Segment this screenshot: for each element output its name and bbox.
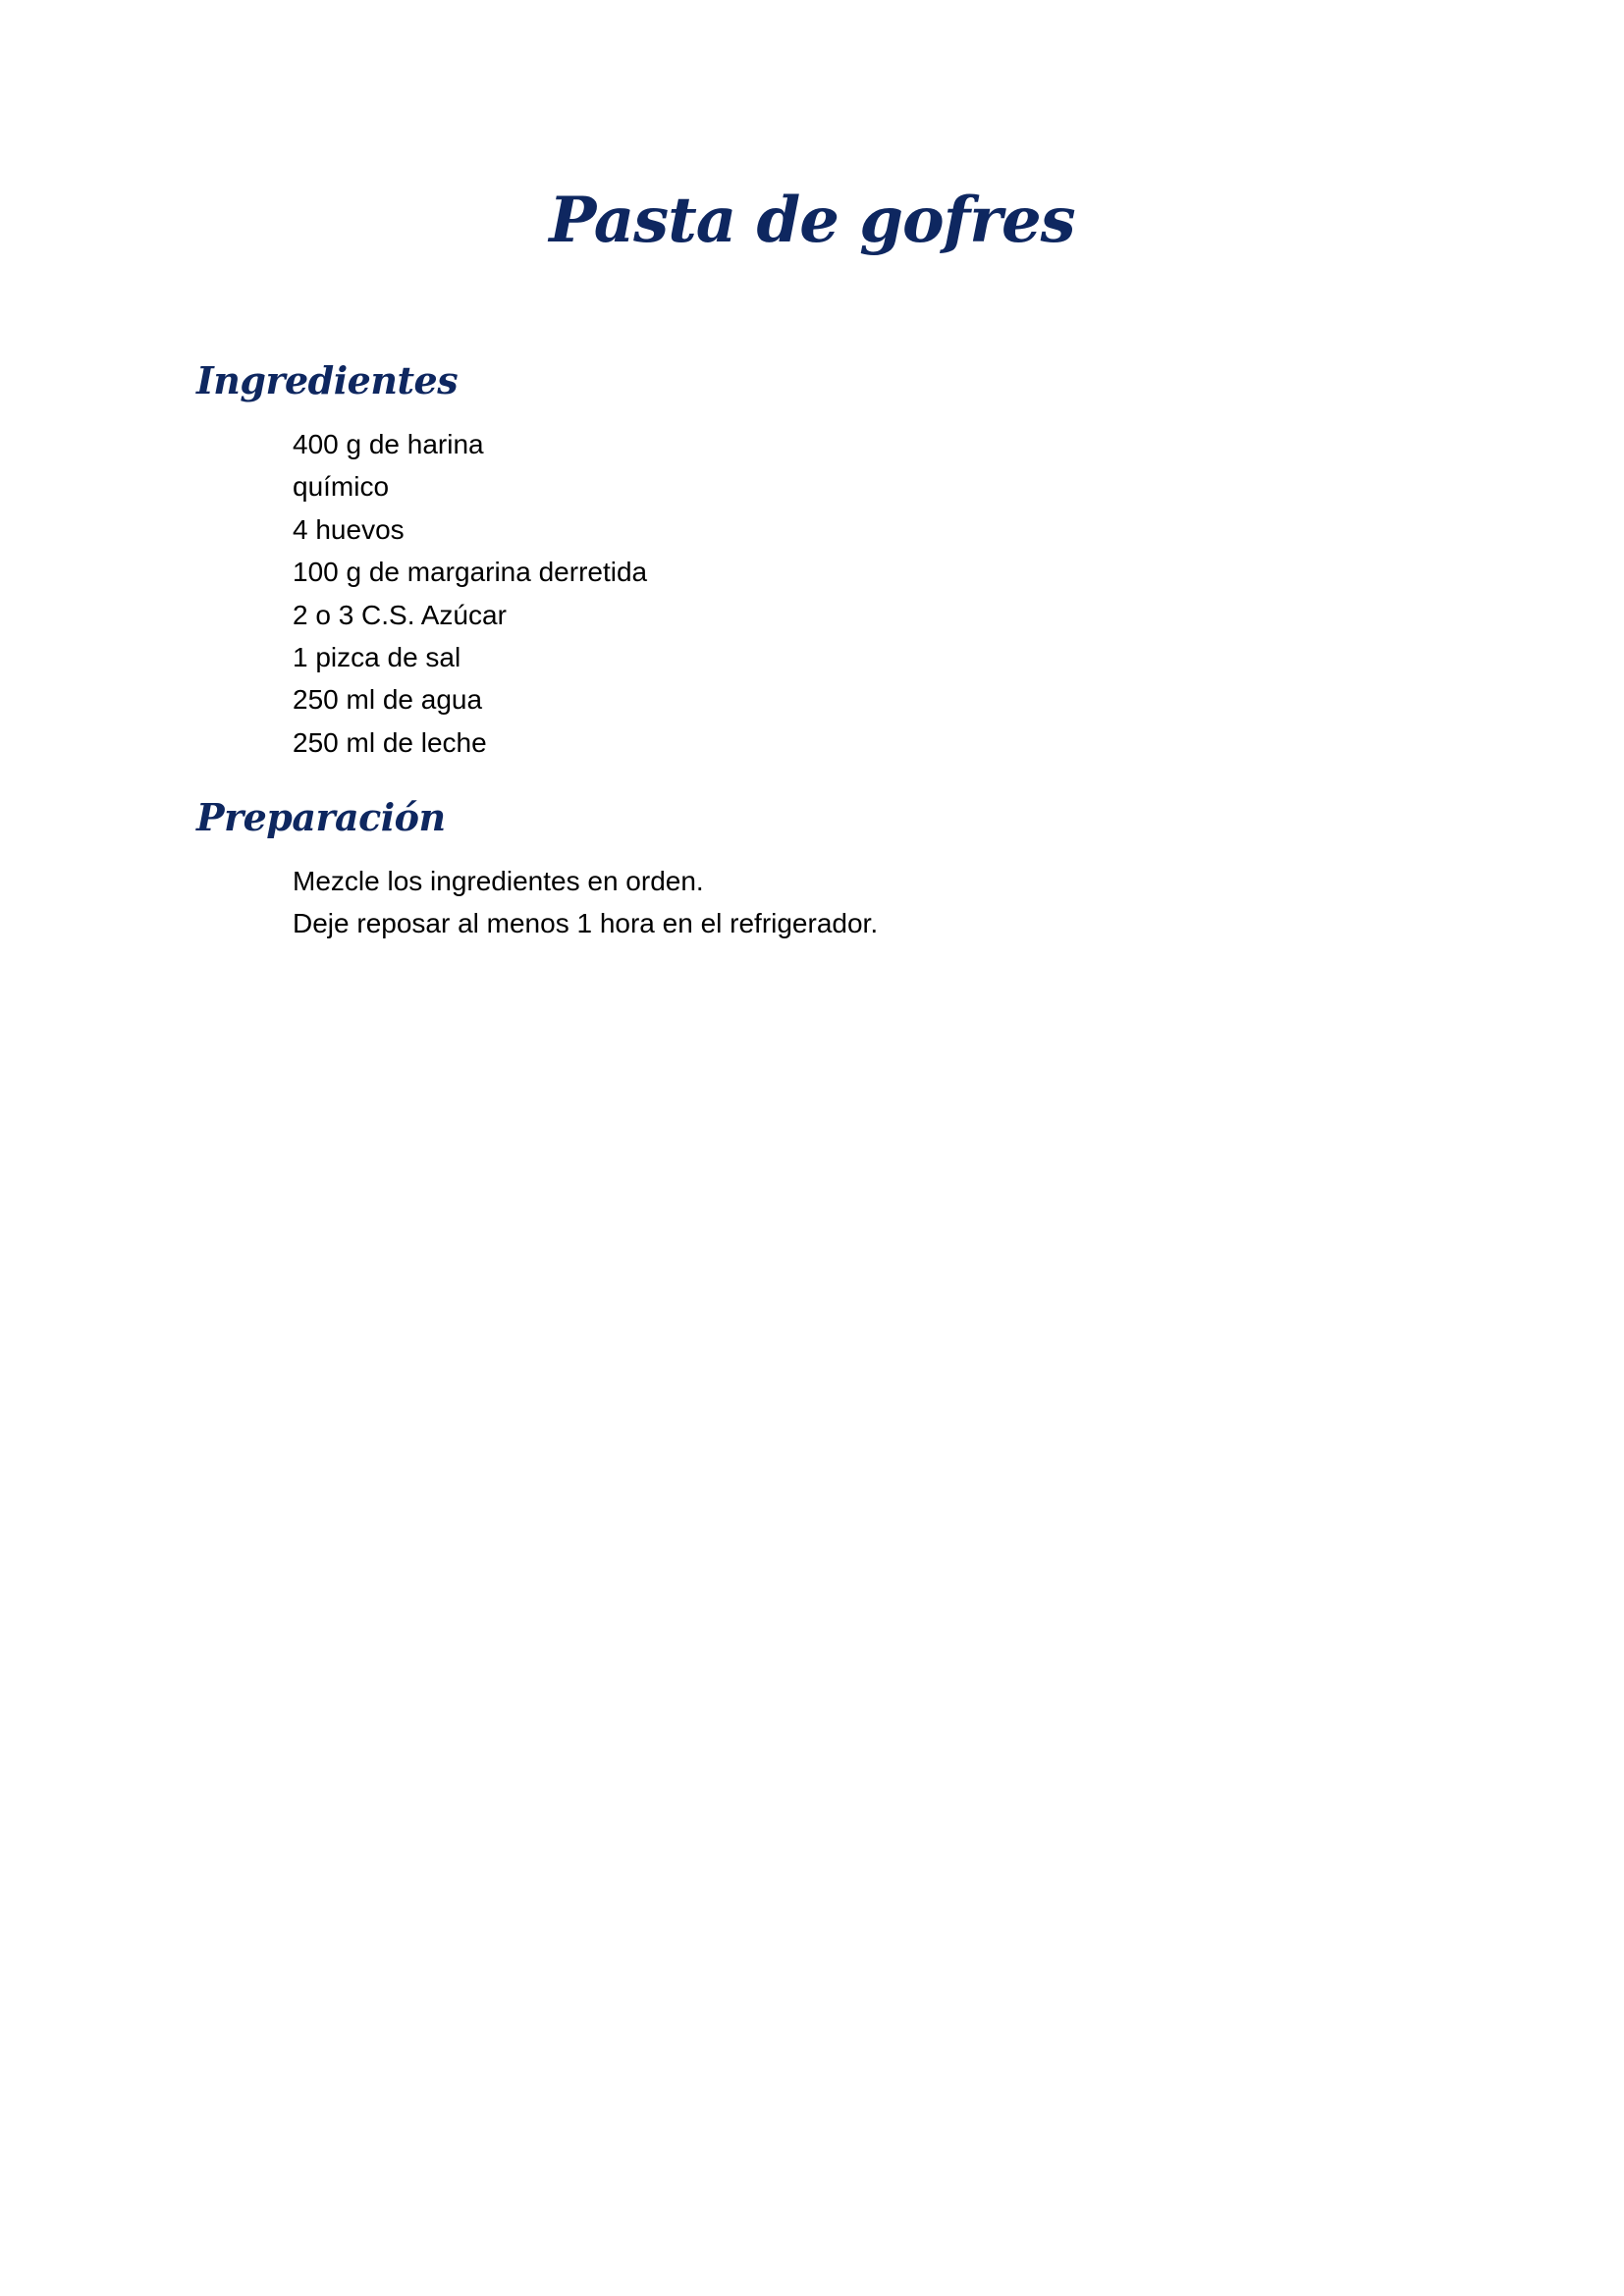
ingredient-item: 2 o 3 C.S. Azúcar	[293, 599, 507, 630]
ingredient-item: 400 g de harina	[293, 429, 484, 459]
ingredient-item: 1 pizca de sal	[293, 642, 461, 673]
page-title: Pasta de gofres	[549, 184, 1075, 257]
preparation-steps	[293, 860, 878, 945]
preparation-step: Mezcle los ingredientes en orden.	[293, 866, 704, 896]
ingredient-item: 100 g de margarina derretida	[293, 557, 648, 588]
ingredient-item: 250 ml de leche	[293, 726, 487, 758]
preparation-step: Deje reposar al menos 1 hora en el refrigerador.	[293, 908, 879, 939]
ingredient-item: 4 huevos	[293, 513, 405, 545]
ingredients-list	[293, 423, 647, 764]
ingredient-item: químico	[293, 471, 390, 503]
preparation-heading: Preparación	[196, 795, 446, 839]
ingredients-heading: Ingredientes	[196, 358, 459, 402]
ingredient-item: 250 ml de agua	[293, 684, 483, 716]
